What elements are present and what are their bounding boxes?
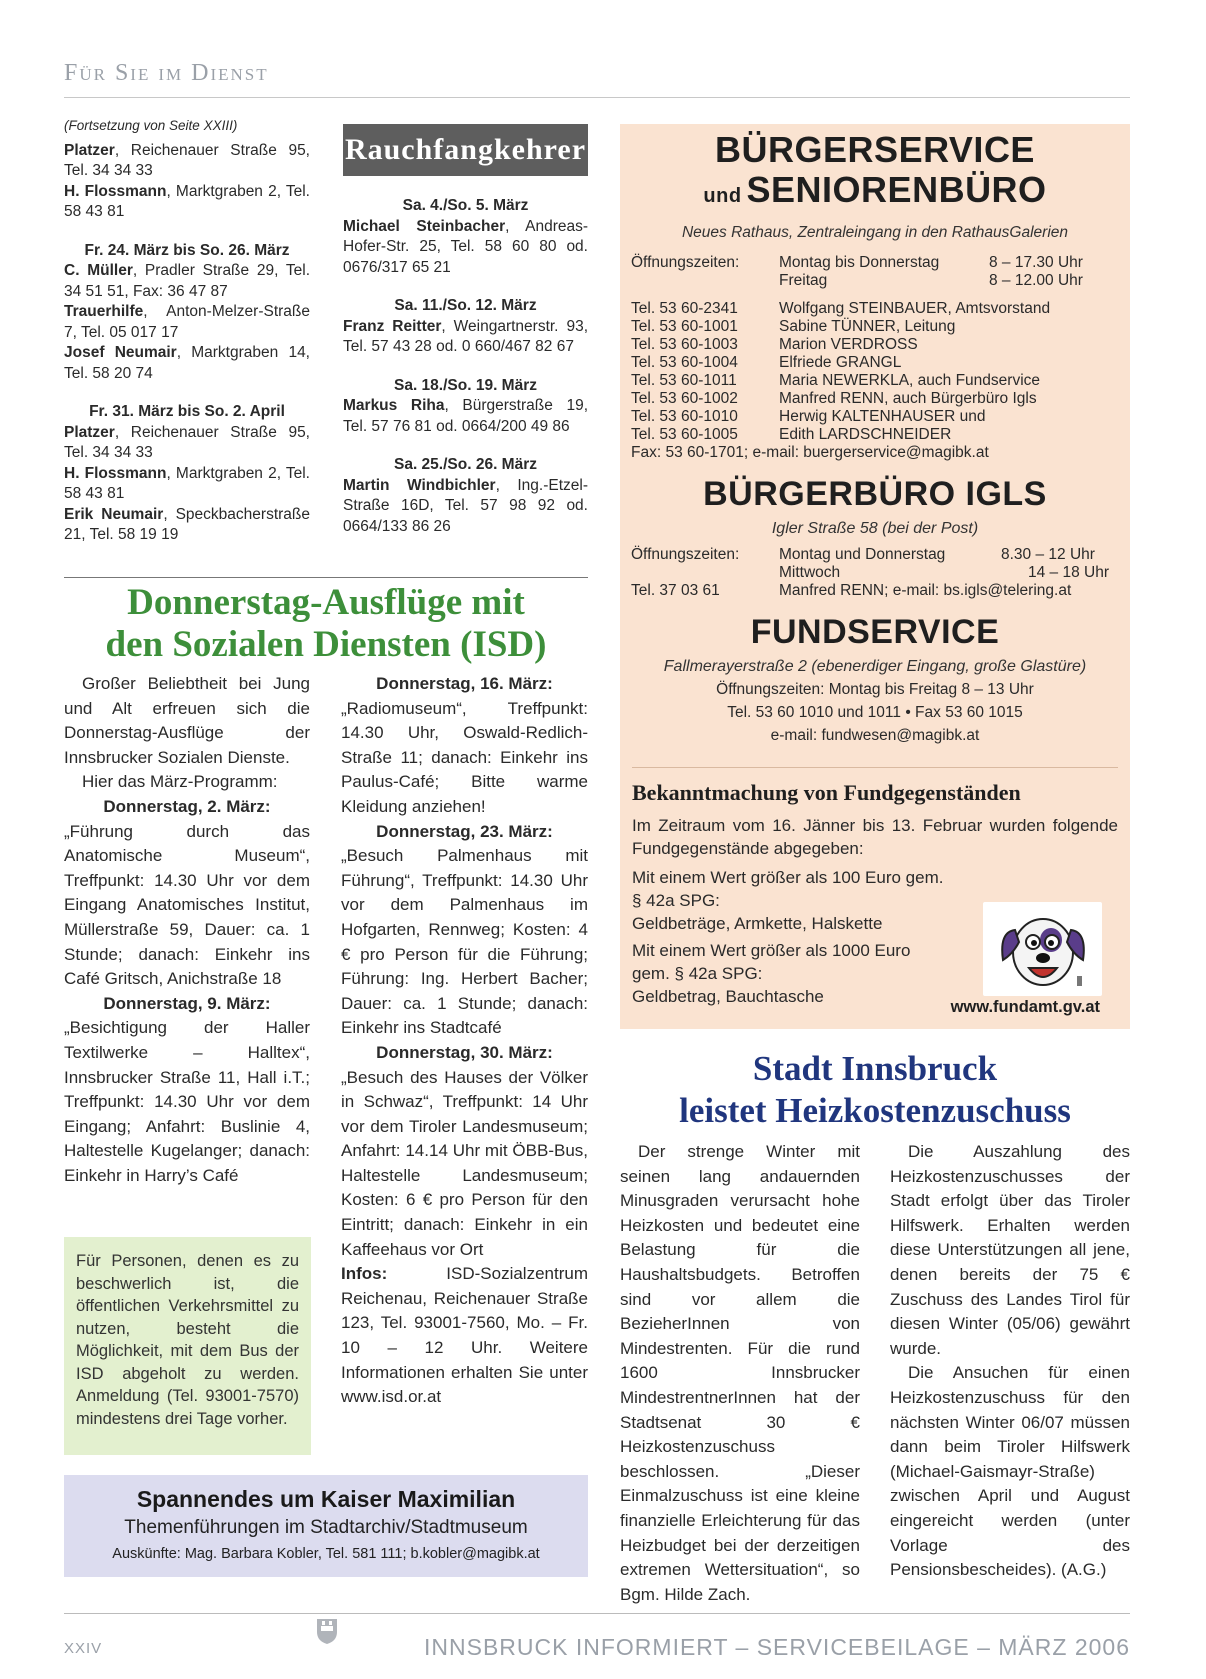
- maximilian-contact: Auskünfte: Mag. Barbara Kobler, Tel. 581 111; b.kobler@magibk.at: [112, 1546, 540, 1562]
- entry-detail: , Marktgraben 14, Tel. 58 20 74: [64, 344, 310, 382]
- fax-email: Fax: 53 60-1701; e-mail: buergerservice@magibk.at: [631, 444, 989, 461]
- staff-name: Manfred RENN, auch Bürgerbüro Igls: [779, 390, 1037, 407]
- entry-detail: , Bürgerstraße 19, Tel. 57 76 81 od. 0664/200 49 86: [343, 397, 589, 435]
- entry-detail: , Reichenauer Straße 95, Tel. 34 34 33: [64, 423, 310, 461]
- fund-notice-title: Bekanntmachung von Fundgegenständen: [632, 780, 1021, 805]
- chimney-sweep-title: Rauchfangkehrer: [343, 124, 588, 176]
- fundamt-url: www.fundamt.gv.at: [950, 998, 1100, 1016]
- hours-time: 8.30 – 12 Uhr: [1001, 546, 1095, 563]
- hours-label: Öffnungszeiten:: [631, 254, 740, 271]
- entry-detail: , Anton-Melzer-Straße 7, Tel. 05 017 17: [64, 303, 310, 341]
- crest-icon: [316, 1617, 338, 1645]
- entry-detail: , Pradler Straße 29, Tel. 34 51 51, Fax: 36 47 87: [64, 262, 311, 300]
- staff-tel: Tel. 53 60-1011: [631, 372, 737, 389]
- title-line-1: Stadt Innsbruck: [752, 1049, 998, 1088]
- entry-detail: , Andreas-Hofer-Str. 25, Tel. 58 60 80 od. 0676/317 65 21: [343, 217, 589, 276]
- hours-days: Montag und Donnerstag: [779, 546, 946, 563]
- page-number: XXIV: [64, 1640, 103, 1657]
- contact-row: [631, 582, 1109, 600]
- staff-tel: Tel. 53 60-1001: [631, 318, 738, 335]
- entry-detail: , Speckbacherstraße 21, Tel. 58 19 19: [64, 505, 310, 543]
- staff-row: [631, 354, 1109, 372]
- event-text: „Besuch des Hauses der Völker in Schwaz“, Treffpunkt: 14 Uhr vor dem Tiroler Landesmuseum; Anfahrt: 14.14 Uhr mit ÖBB-Bus, Haltestelle Landesmuseum; Kosten: 6 € pro Person für den Eintritt; danach: Einkehr in ein Kaffeehaus vor Ort: [341, 1067, 588, 1259]
- event-text: „Führung durch das Anatomische Museum“, Treffpunkt: 14.30 Uhr vor dem Eingang Anatomisches Institut, Müllerstraße 59, Dauer: ca. 1 Stunde; danach: Einkehr ins Café Gritsch, Anichstraße 18: [64, 821, 310, 989]
- hours-time: 14 – 18 Uhr: [1028, 564, 1109, 581]
- entry-detail: , Ing.-Etzel-Straße 16D, Tel. 57 98 92 od. 0664/133 86 26: [343, 476, 588, 535]
- staff-row: [631, 318, 1109, 336]
- publication-title: INNSBRUCK INFORMIERT – SERVICEBEILAGE – MÄRZ 2006: [424, 1634, 1130, 1660]
- hours-row: [631, 254, 1109, 272]
- entry-name: Erik Neumair: [64, 505, 164, 523]
- buergerservice-title: BÜRGERSERVICE: [715, 129, 1035, 170]
- seniorenbuero-title: [620, 170, 1130, 218]
- staff-row: [631, 408, 1109, 426]
- staff-name: Maria NEWERKLA, auch Fundservice: [779, 372, 1041, 389]
- fundservice-title: FUNDSERVICE: [750, 613, 1000, 651]
- staff-row: [631, 426, 1109, 444]
- event-text: „Besuch Palmenhaus mit Führung“, Treffpunkt: 14.30 Uhr vor dem Palmenhaus im Hofgarten, Rennweg; Kosten: 4 € pro Person für die Führung; Führung: Ing. Herbert Bacher; Dauer: ca. 1 Stunde; danach: Einkehr ins Stadtcafé: [341, 846, 588, 1038]
- event-date: Donnerstag, 23. März:: [376, 821, 553, 841]
- staff-tel: Tel. 53 60-1003: [631, 336, 738, 353]
- fundservice-tel: Tel. 53 60 1010 und 1011 • Fax 53 60 1015: [727, 704, 1023, 721]
- panel-divider: [632, 767, 1118, 768]
- hours-time: 8 – 12.00 Uhr: [989, 272, 1083, 289]
- maximilian-subtitle: Themenführungen im Stadtarchiv/Stadtmuseum: [124, 1517, 528, 1538]
- date-heading: Sa. 18./So. 19. März: [393, 376, 537, 394]
- staff-name: Marion VERDROSS: [779, 336, 918, 353]
- hours-row: [631, 564, 1109, 582]
- fundservice-email: e-mail: fundwesen@magibk.at: [770, 727, 980, 744]
- header-rule: [64, 97, 1130, 98]
- event-text: „Besichtigung der Haller Textilwerke – Halltex“, Innsbrucker Straße 11, Hall i.T.; Treffpunkt: 14.30 Uhr vor dem Eingang; Anfahrt: Buslinie 4, Haltestelle Kugelanger; danach: Einkehr in Harry’s Café: [64, 1018, 310, 1185]
- entry-name: Trauerhilfe: [64, 303, 144, 320]
- hours-label: Öffnungszeiten:: [631, 546, 740, 563]
- event-date: Donnerstag, 30. März:: [376, 1042, 553, 1062]
- date-heading: Fr. 31. März bis So. 2. April: [89, 403, 285, 420]
- igls-contact: Manfred RENN; e-mail: bs.igls@telering.at: [779, 582, 1072, 599]
- igls-details: [631, 546, 1109, 600]
- chimney-column-1: [64, 116, 310, 546]
- staff-row: [631, 390, 1109, 408]
- entry-name: Markus Riha: [343, 397, 445, 414]
- event-date: Donnerstag, 16. März:: [376, 674, 553, 693]
- staff-row: [631, 336, 1109, 354]
- fund-line: § 42a SPG:: [632, 891, 720, 910]
- entry-detail: , Marktgraben 2, Tel. 58 43 81: [64, 182, 310, 220]
- date-heading: Sa. 25./So. 26. März: [393, 456, 537, 473]
- buergerservice-details: [631, 254, 1109, 462]
- maximilian-box: [64, 1475, 588, 1577]
- heizkosten-column-1: [620, 1140, 860, 1607]
- fund-line: Geldbetrag, Bauchtasche: [632, 987, 824, 1006]
- fundservice-address: Fallmerayerstraße 2 (ebenerdiger Eingang, große Glastüre): [663, 658, 1087, 675]
- date-heading: Sa. 11./So. 12. März: [394, 297, 537, 314]
- entry-detail: , Marktgraben 2, Tel. 58 43 81: [64, 464, 310, 502]
- staff-row: [631, 372, 1109, 390]
- buergerservice-location: Neues Rathaus, Zentraleingang in den RathausGalerien: [681, 224, 1069, 241]
- fundservice-hours: Öffnungszeiten: Montag bis Freitag 8 – 13 Uhr: [716, 681, 1034, 698]
- staff-tel: Tel. 53 60-1004: [631, 354, 738, 371]
- section-header: Für Sie im Dienst: [64, 60, 269, 86]
- staff-name: Wolfgang STEINBAUER, Amtsvorstand: [779, 300, 1051, 317]
- staff-name: Herwig KALTENHAUSER und: [779, 408, 986, 425]
- city-crest-icon: [316, 1617, 338, 1645]
- entry-name: Josef Neumair: [64, 344, 177, 361]
- event-date: Donnerstag, 2. März:: [103, 796, 271, 816]
- heizkosten-title: [620, 1048, 1130, 1132]
- entry-name: Michael Steinbacher: [343, 217, 506, 235]
- entry-detail: , Weingartnerstr. 93, Tel. 57 43 28 od. 0 660/467 82 67: [343, 317, 588, 355]
- entry-name: H. Flossmann: [64, 464, 167, 482]
- chimney-column-2: [343, 196, 588, 537]
- entry-name: Platzer: [64, 423, 115, 441]
- dog-icon: [983, 902, 1102, 996]
- title-connector: und: [703, 185, 742, 207]
- section-divider: [64, 577, 588, 578]
- heizkosten-text: Die Ansuchen für einen Heizkostenzuschuss für den nächsten Winter 06/07 müssen dann beim Tiroler Hilfswerk (Michael-Gaismayr-Straße) zwischen April und August eingereicht werden (unter Vorlage des Pensionsbescheides). (A.G.): [890, 1363, 1130, 1580]
- fund-line: Mit einem Wert größer als 100 Euro gem.: [632, 868, 944, 887]
- date-heading: Sa. 4./So. 5. März: [402, 197, 529, 214]
- staff-tel: Tel. 53 60-1005: [631, 426, 738, 443]
- isd-column-2: [341, 672, 588, 1410]
- date-heading: Fr. 24. März bis So. 26. März: [84, 241, 290, 259]
- igls-address: Igler Straße 58 (bei der Post): [771, 520, 979, 537]
- fund-line: gem. § 42a SPG:: [632, 964, 763, 983]
- staff-tel: Tel. 53 60-2341: [631, 300, 738, 317]
- fund-intro: Im Zeitraum vom 16. Jänner bis 13. Februar wurden folgende Fundgegenstände abgegeben:: [632, 816, 1118, 858]
- title-main: SENIORENBÜRO: [746, 169, 1047, 210]
- heizkosten-text: Der strenge Winter mit seinen lang andauernden Minusgraden verursacht hohe Heizkosten und bedeutet eine Belastung für die Haushaltsbudgets. Betroffen sind vor allem die BezieherInnen von Mindestrenten. Für die rund 1600 Innsbrucker MindestrentnerInnen hat der Stadtsenat 30 € Heizkostenzuschuss beschlossen. „Dieser Einmalzuschuss ist eine kleine finanzielle Erleichterung für das Heizbudget bei der derzeitigen extremen Wettersituation“, so Bgm. Hilde Zach.: [620, 1142, 860, 1604]
- entry-detail: , Reichenauer Straße 95, Tel. 34 34 33: [64, 141, 310, 179]
- staff-tel: Tel. 53 60-1002: [631, 390, 738, 407]
- staff-name: Edith LARDSCHNEIDER: [779, 426, 952, 443]
- staff-row: [631, 300, 1109, 318]
- staff-tel: Tel. 53 60-1010: [631, 408, 738, 425]
- hours-row: [631, 546, 1109, 564]
- hours-days: Freitag: [779, 272, 828, 289]
- info-text: ISD-Sozialzentrum Reichenau, Reichenauer Straße 123, Tel. 93001-7560, Mo. – Fr. 10 – 12 Uhr. Weitere Informationen erhalten Sie unter www.isd.or.at: [341, 1264, 588, 1407]
- hours-time: 8 – 17.30 Uhr: [989, 254, 1083, 271]
- fund-line: Mit einem Wert größer als 1000 Euro: [632, 941, 911, 960]
- isd-intro-2: Hier das März-Programm:: [82, 772, 278, 792]
- fundservice-details: [620, 678, 1130, 747]
- heizkosten-column-2: [890, 1140, 1130, 1583]
- fund-line: Geldbeträge, Armkette, Halskette: [632, 914, 883, 933]
- isd-column-1: [64, 672, 310, 1188]
- isd-transport-note: Für Personen, denen es zu beschwerlich ist, die öffentlichen Verkehrsmittel zu nutzen, besteht die Möglichkeit, mit dem Bus der ISD abgeholt zu werden. Anmeldung (Tel. 93001-7570) mindestens drei Tage vorher.: [64, 1237, 311, 1455]
- maximilian-title: Spannendes um Kaiser Maximilian: [136, 1486, 516, 1512]
- staff-name: Sabine TÜNNER, Leitung: [779, 318, 956, 335]
- entry-name: H. Flossmann: [64, 182, 167, 200]
- staff-name: Elfriede GRANGL: [779, 354, 902, 371]
- title-line-2: den Sozialen Diensten (ISD): [105, 624, 547, 665]
- igls-tel: Tel. 37 03 61: [631, 582, 720, 599]
- title-line-1: Donnerstag-Ausflüge mit: [127, 582, 525, 623]
- hours-row: [631, 272, 1109, 290]
- igls-title: BÜRGERBÜRO IGLS: [703, 475, 1047, 513]
- service-panel: [620, 124, 1130, 1029]
- info-label: Infos:: [341, 1264, 388, 1284]
- isd-article-title: [64, 582, 588, 666]
- isd-intro: Großer Beliebtheit bei Jung und Alt erfreuen sich die Donnerstag-Ausflüge der Innsbrucker Sozialen Dienste.: [64, 674, 310, 767]
- entry-name: Platzer: [64, 141, 115, 159]
- heizkosten-text: Die Auszahlung des Heizkostenzuschusses der Stadt erfolgt über das Tiroler Hilfswerk. Erhalten werden diese Unterstützungen all jene, denen bereits der 75 € Zuschuss des Landes Tirol für diesen Winter (05/06) gewährt wurde.: [890, 1142, 1130, 1358]
- entry-name: C. Müller: [64, 262, 133, 279]
- event-date: Donnerstag, 9. März:: [103, 993, 271, 1013]
- footer-rule: [64, 1613, 1130, 1614]
- hours-days: Montag bis Donnerstag: [779, 254, 940, 271]
- entry-name: Martin Windbichler: [343, 476, 496, 494]
- entry-name: Franz Reitter: [343, 317, 442, 335]
- hours-days: Mittwoch: [779, 564, 841, 581]
- continuation-note: (Fortsetzung von Seite XXIII): [64, 118, 238, 133]
- title-line-2: leistet Heizkostenzuschuss: [679, 1091, 1071, 1130]
- fundamt-mascot-image: [983, 902, 1102, 996]
- event-text: „Radiomuseum“, Treffpunkt: 14.30 Uhr, Oswald-Redlich-Straße 11; danach: Einkehr ins Paulus-Café; Bitte warme Kleidung anziehen!: [341, 698, 588, 816]
